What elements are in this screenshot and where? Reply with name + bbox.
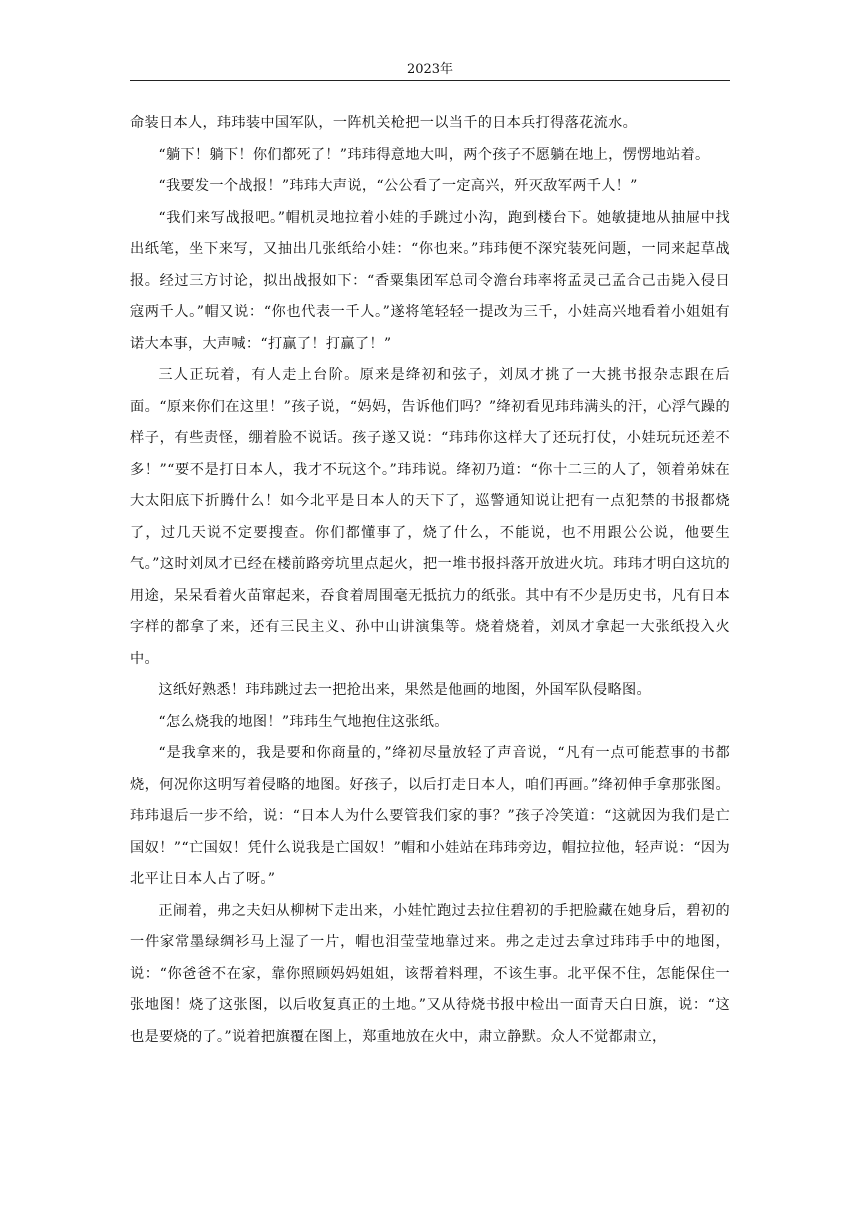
paragraph: “躺下！躺下！你们都死了！”玮玮得意地大叫，两个孩子不愿躺在地上，愣愣地站着。 — [158, 146, 710, 163]
paragraph: 三人正玩着，有人走上台阶。原来是绛初和弦子，刘凤才挑了一大挑书报杂志跟在后面。“原来你们在这里！”孩子说，“妈妈，告诉他们吗？”绛初看见玮玮满头的汗，心浮气躁的样子，有些责怪，绷着脸不说话。孩子遂又说：“玮玮你这样大了还玩打仗，小娃玩玩还差不多！”“要不是打日本人，我才不玩这个。”玮玮说。绛初乃道：“你十二三的人了，领着弟妹在大太阳底下折腾什么！如今北平是日本人的天下了，巡警通知说让把有一点犯禁的书报都烧了，过几天说不定要搜查。你们都懂事了，烧了什么，不能说，也不用跟公公说，他要生气。”这时刘凤才已经在楼前路旁坑里点起火，把一堆书报抖落开放进火坑。玮玮才明白这坑的用途，呆呆看着火苗窜起来，吞食着周围毫无抵抗力的纸张。其中有不少是历史书，凡有日本字样的都拿了来，还有三民主义、孙中山讲演集等。烧着烧着，刘凤才拿起一大张纸投入火中。 — [130, 367, 730, 667]
paragraph: “我们来写战报吧。”帽机灵地拉着小娃的手跳过小沟，跑到楼台下。她敏捷地从抽屉中找出纸笔，坐下来写，又抽出几张纸给小娃：“你也来。”玮玮便不深究装死问题，一同来起草战报。经过三方讨论，拟出战报如下：“香粟集团军总司令澹台玮率将孟灵己孟合己击毙入侵日寇两千人。”帽又说：“你也代表一千人。”遂将笔轻轻一提改为三千，小娃高兴地看着小姐姐有诺大本事，大声喊：“打赢了！打赢了！” — [130, 209, 730, 352]
paragraph: 正闹着，弗之夫妇从柳树下走出来，小娃忙跑过去拉住碧初的手把脸藏在她身后，碧初的一件家常墨绿绸衫马上湿了一片，帽也泪莹莹地靠过来。弗之走过去拿过玮玮手中的地图，说：“你爸爸不在家，靠你照顾妈妈姐姐，该帮着料理，不该生事。北平保不住，怎能保住一张地图！烧了这张图，以后收复真正的土地。”又从待烧书报中检出一面青天白日旗，说：“这也是要烧的了。”说着把旗覆在图上，郑重地放在火中，肃立静默。众人不觉都肃立， — [130, 902, 730, 1045]
paragraph: “怎么烧我的地图！”玮玮生气地抱住这张纸。 — [158, 713, 449, 730]
paragraph: 这纸好熟悉！玮玮跳过去一把抢出来，果然是他画的地图，外国军队侵略图。 — [158, 682, 651, 698]
paragraph: “我要发一个战报！”玮玮大声说，“公公看了一定高兴，歼灭敌军两千人！” — [158, 178, 638, 194]
paragraph: “是我拿来的，我是要和你商量的，”绛初尽量放轻了声音说，“凡有一点可能惹事的书都烧，何况你这明写着侵略的地图。好孩子，以后打走日本人，咱们再画。”绛初伸手拿那张图。玮玮退后一步不给，说：“日本人为什么要管我们家的事？”孩子冷笑道：“这就因为我们是亡国奴！”“亡国奴！凭什么说我是亡国奴！”帽和小娃站在玮玮旁边，帽拉拉他，轻声说：“因为北平让日本人占了呀。” — [130, 745, 730, 887]
page-header: 2023年 — [406, 62, 454, 77]
header-divider — [130, 80, 730, 81]
document-body — [130, 108, 730, 1053]
paragraph: 命装日本人，玮玮装中国军队，一阵机关枪把一以当千的日本兵打得落花流水。 — [130, 115, 638, 131]
